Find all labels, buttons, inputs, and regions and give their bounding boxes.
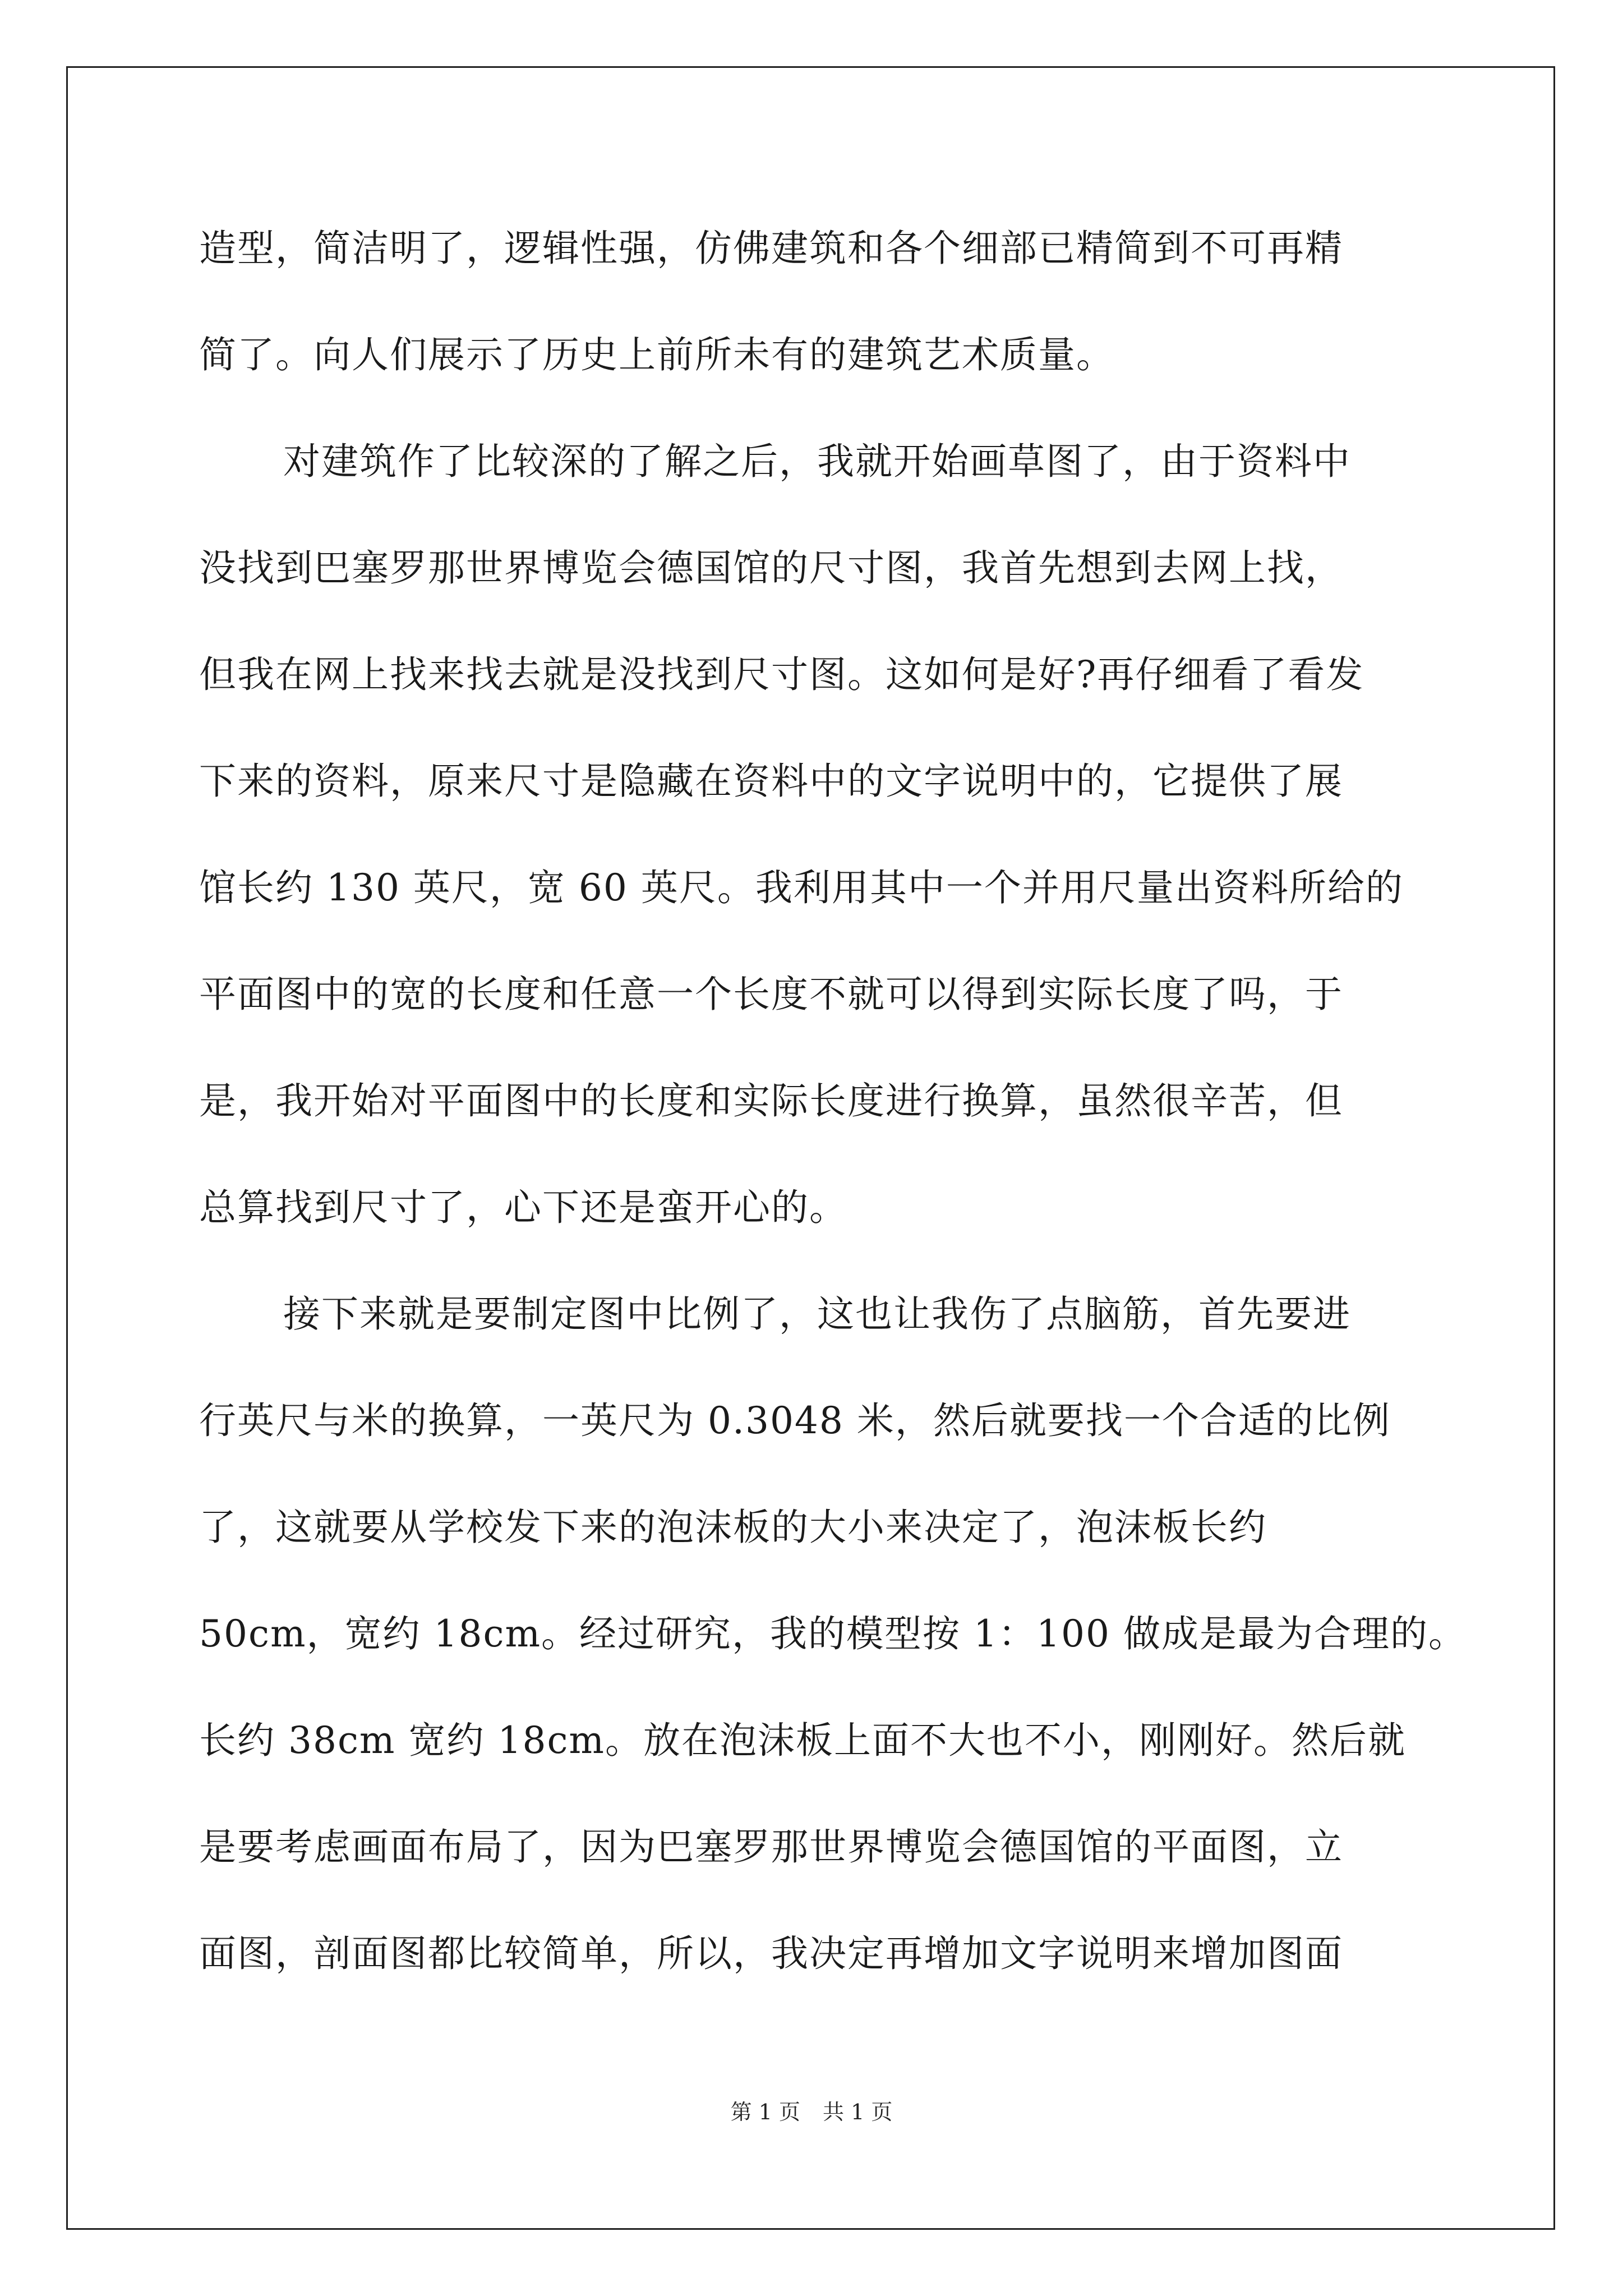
text-line: 总算找到尺寸了，心下还是蛮开心的。 [199,1186,847,1229]
text-line: 是要考虑画面布局了，因为巴塞罗那世界博览会德国馆的平面图，立 [199,1825,1343,1869]
page-footer [0,2098,1623,2126]
text-line: 50cm，宽约 18cm。经过研究，我的模型按 1：100 做成是最为合理的。 [199,1612,1467,1655]
document-body [199,204,1467,2016]
text-line: 平面图中的宽的长度和任意一个长度不就可以得到实际长度了吗，于 [199,973,1343,1016]
text-line: 没找到巴塞罗那世界博览会德国馆的尺寸图，我首先想到去网上找， [199,546,1343,590]
paragraph-first-line: 接下来就是要制定图中比例了，这也让我伤了点脑筋，首先要进 [283,1292,1351,1336]
paragraph-first-line: 对建筑作了比较深的了解之后，我就开始画草图了，由于资料中 [283,440,1351,483]
page-total: 共 1 页 [823,2100,893,2124]
text-line: 长约 38cm 宽约 18cm。放在泡沫板上面不大也不小，刚刚好。然后就 [199,1719,1406,1762]
page-number: 第 1 页 [730,2100,800,2124]
text-line: 是，我开始对平面图中的长度和实际长度进行换算，虽然很辛苦，但 [199,1079,1343,1122]
text-line: 馆长约 130 英尺，宽 60 英尺。我利用其中一个并用尺量出资料所给的 [199,866,1404,909]
text-line: 行英尺与米的换算，一英尺为 0.3048 米，然后就要找一个合适的比例 [199,1399,1391,1442]
text-line: 了，这就要从学校发下来的泡沫板的大小来决定了，泡沫板长约 [199,1506,1267,1549]
text-line: 造型，简洁明了，逻辑性强，仿佛建筑和各个细部已精简到不可再精 [199,227,1343,270]
text-line: 但我在网上找来找去就是没找到尺寸图。这如何是好?再仔细看了看发 [199,653,1364,696]
text-line: 简了。向人们展示了历史上前所未有的建筑艺术质量。 [199,333,1114,376]
text-line: 面图，剖面图都比较简单，所以，我决定再增加文字说明来增加图面 [199,1932,1343,1975]
text-line: 下来的资料，原来尺寸是隐藏在资料中的文字说明中的，它提供了展 [199,760,1343,803]
